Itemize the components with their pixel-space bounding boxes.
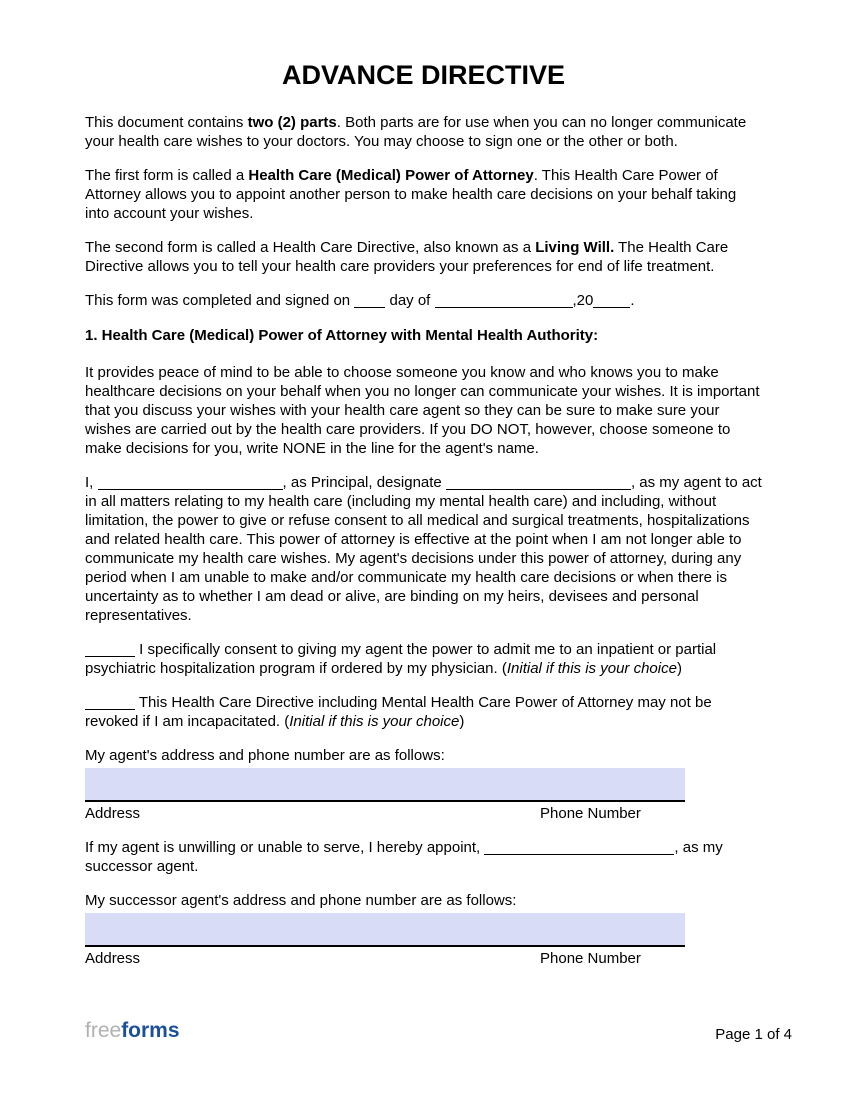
agent-address-label-row	[85, 804, 685, 823]
intro-paragraph-3	[85, 238, 762, 276]
psychiatric-consent-close: )	[676, 660, 682, 677]
logo-free-text: free	[85, 1019, 122, 1042]
agent-address-phone-field[interactable]	[85, 768, 685, 802]
intro-p2-text-a: The first form is called a	[85, 167, 249, 184]
month-field[interactable]	[435, 292, 573, 308]
psychiatric-consent-text: I specifically consent to giving my agent the power to admit me to an inpatient or partial psychiatric hospitalization program if ordered by my physician. (	[85, 641, 717, 677]
intro-p3-text-a: The second form is called a Health Care Directive, also known as a	[85, 239, 536, 256]
no-revocation-italic-note: Initial if this is your choice	[289, 713, 460, 730]
successor-address-label-row	[85, 949, 685, 968]
intro-p3-text-c: The Health Care Directive allows you to tell your health care providers your preferences for end of life treatment.	[85, 239, 729, 275]
address-label: Address	[85, 805, 141, 822]
intro-p1-text-a: This document contains	[85, 114, 248, 131]
psychiatric-consent-italic-note: Initial if this is your choice	[506, 660, 677, 677]
designation-text-a: I,	[85, 474, 98, 491]
signed-line-text-4: .	[630, 292, 635, 309]
page-footer	[85, 1019, 792, 1043]
intro-p3-text-bold: Living Will.	[535, 239, 615, 256]
successor-phone-number-label: Phone Number	[540, 950, 641, 967]
successor-text-a: If my agent is unwilling or unable to serve, I hereby appoint,	[85, 839, 485, 856]
agent-address-intro: My agent's address and phone number are as follows:	[85, 747, 445, 764]
no-revocation-text: This Health Care Directive including Mental Health Care Power of Attorney may not be revoked if I am incapacitated. (	[85, 694, 712, 730]
signed-line-text-3: ,20	[572, 292, 594, 309]
no-revocation-initials-field[interactable]	[85, 694, 135, 710]
phone-number-label: Phone Number	[540, 805, 641, 822]
psychiatric-consent-paragraph	[85, 640, 762, 678]
signed-date-line	[85, 291, 762, 310]
intro-paragraph-1	[85, 113, 762, 151]
intro-paragraph-2	[85, 166, 762, 223]
day-field[interactable]	[354, 292, 385, 308]
intro-p2-text-bold: Health Care (Medical) Power of Attorney	[248, 167, 534, 184]
poa-intro-paragraph: It provides peace of mind to be able to choose someone you know and who knows you to make healthcare decisions on your behalf when you no longer can communicate your wishes. It is important that you discuss your wishes with your health care agent so they can be sure to make sure your wishes are carried out by the health care providers. If you DO NOT, however, choose someone to make decisions for you, write NONE in the line for the agent's name.	[85, 364, 760, 457]
successor-address-intro: My successor agent's address and phone number are as follows:	[85, 892, 517, 909]
successor-agent-name-field[interactable]	[484, 839, 674, 855]
successor-address-label: Address	[85, 950, 141, 967]
designation-text-b: , as Principal, designate	[282, 474, 446, 491]
freeforms-logo	[85, 1019, 180, 1043]
intro-p1-text-c: . Both parts are for use when you can no longer communicate your health care wishes to your doctors. You may choose to sign one or the other or both.	[85, 114, 747, 150]
agent-name-field[interactable]	[446, 474, 631, 490]
successor-address-phone-field[interactable]	[85, 913, 685, 947]
principal-name-field[interactable]	[98, 474, 283, 490]
intro-p2-text-c: . This Health Care Power of Attorney allows you to appoint another person to make health care decisions on your behalf taking into account your wishes.	[85, 167, 737, 222]
no-revocation-close: )	[459, 713, 465, 730]
document-title: ADVANCE DIRECTIVE	[281, 60, 566, 90]
signed-line-text-1: This form was completed and signed on	[85, 292, 355, 309]
successor-text-b: , as my successor agent.	[85, 839, 723, 875]
year-field[interactable]	[593, 292, 630, 308]
intro-p1-text-bold: two (2) parts	[247, 114, 337, 131]
designation-text-c: , as my agent to act in all matters relating to my health care (including my mental health care) and including, without limitation, the power to give or refuse consent to all medical and surgical treatments, hospitalizations and related health care. This power of attorney is effective at the point when I am not longer able to communicate my health care wishes. My agent's decisions under this power of attorney, during any period when I am unable to make and/or communicate my health care decisions or when there is uncertainty as to whether I am dead or alive, are binding on my heirs, devisees and personal representatives.	[85, 474, 762, 624]
section1-heading: 1. Health Care (Medical) Power of Attorney with Mental Health Authority:	[85, 327, 599, 344]
logo-forms-text: forms	[121, 1019, 180, 1042]
page-number: Page 1 of 4	[715, 1026, 792, 1043]
successor-appointment-paragraph	[85, 838, 762, 876]
signed-line-text-2: day of	[385, 292, 435, 309]
designation-paragraph	[85, 473, 762, 625]
no-revocation-paragraph	[85, 693, 762, 731]
psychiatric-consent-initials-field[interactable]	[85, 641, 135, 657]
